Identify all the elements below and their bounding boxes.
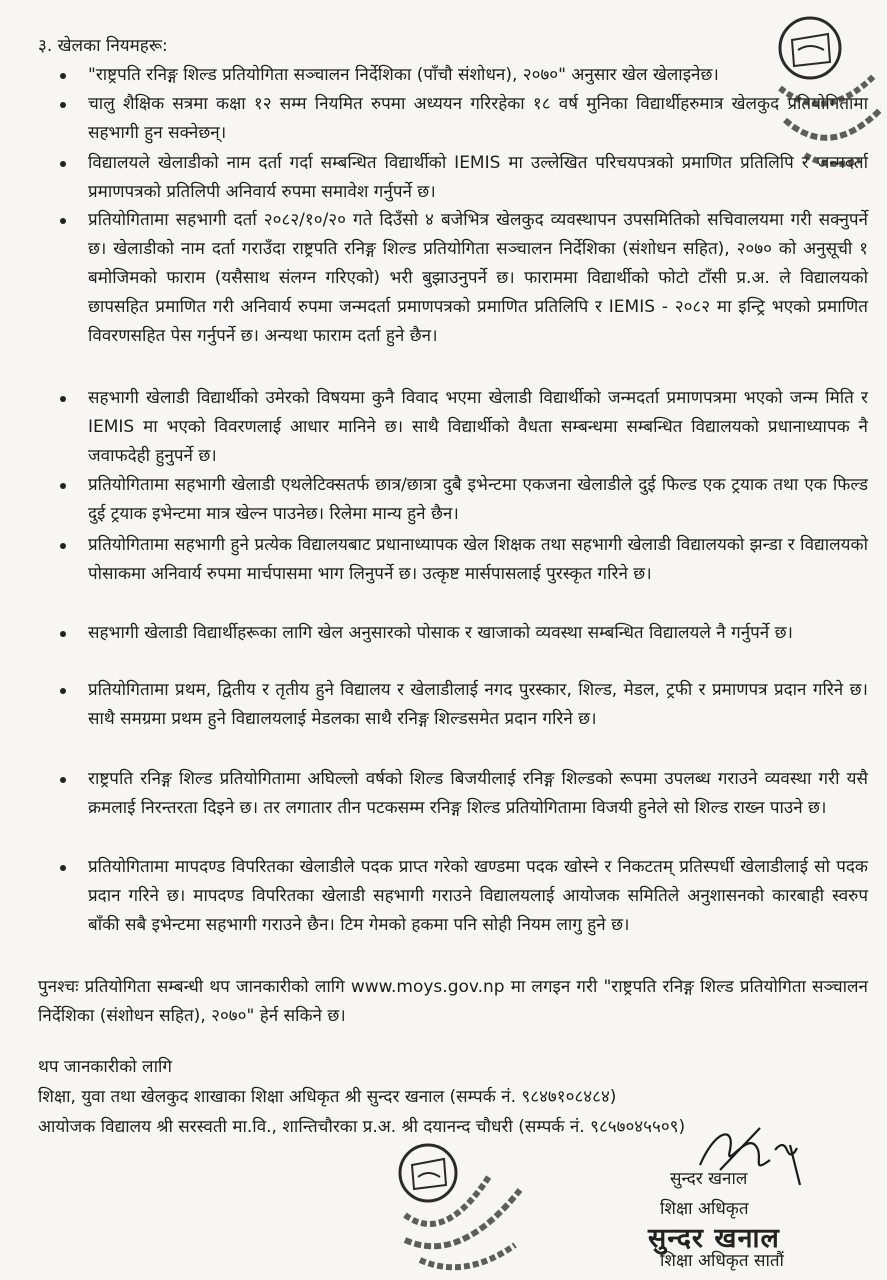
- contact-heading: थप जानकारीको लागि: [38, 1057, 172, 1077]
- rule-item: प्रतियोगितामा मापदण्ड विपरितका खेलाडीले पदक प्राप्त गरेको खण्डमा पदक खोस्ने र निकटतम् प्रतिस्पर्धी खेलाडीलाई सो पदक प्रदान गरिने छ। मापदण्ड विपरितका खेलाडी सहभागी गराउने विद्यालयलाई आयोजक समितिले अनुशासनको कारबाही स्वरुप बाँकी सबै इभेन्टमा सहभागी गराउने छैन। टिम गेमको हकमा पनि सोही नियम लागु हुने छ।: [60, 853, 868, 940]
- contact-line-1: शिक्षा, युवा तथा खेलकुद शाखाका शिक्षा अधिकृत श्री सुन्दर खनाल (सम्पर्क नं. ९८४७१०८४८४): [38, 1087, 617, 1107]
- contact-line-2: आयोजक विद्यालय श्री सरस्वती मा.वि., शान्तिचौरका प्र.अ. श्री दयानन्द चौधरी (सम्पर्क नं. ९८५७०४५५०९): [38, 1117, 686, 1137]
- bullet-icon: [60, 688, 66, 694]
- rule-item: प्रतियोगितामा प्रथम, द्वितीय र तृतीय हुने विद्यालय र खेलाडीलाई नगद पुरस्कार, शिल्ड, मेडल, ट्रफी र प्रमाणपत्र प्रदान गरिने छ। साथै समग्रमा प्रथम हुने विद्यालयलाई मेडलका साथै रनिङ्ग शिल्डसमेत प्रदान गरिने छ।: [60, 676, 868, 734]
- rule-item: सहभागी खेलाडी विद्यार्थीहरूका लागि खेल अनुसारको पोसाक र खाजाको व्यवस्था सम्बन्धित विद्यालयले नै गर्नुपर्ने छ।: [60, 619, 868, 648]
- rule-item: चालु शैक्षिक सत्रमा कक्षा १२ सम्म नियमित रुपमा अध्ययन गरिरहेका १८ वर्ष मुनिका विद्यार्थीहरुमात्र खेलकुद प्रतियोगितामा सहभागी हुन सक्नेछन्।: [60, 90, 868, 148]
- bullet-icon: [60, 865, 66, 871]
- bullet-icon: [60, 631, 66, 637]
- bullet-icon: [60, 218, 66, 224]
- signatory-name: सुन्दर खनाल: [670, 1169, 748, 1189]
- name-seal: सुन्दर खनाल: [648, 1223, 780, 1254]
- bullet-icon: [60, 396, 66, 402]
- rule-item: प्रतियोगितामा सहभागी खेलाडी एथलेटिक्सतर्फ छात्र/छात्रा दुबै इभेन्टमा एकजना खेलाडीले दुई फिल्ड एक ट्रयाक तथा एक फिल्ड दुई ट्रयाक इभेन्टमा मात्र खेल्न पाउनेछ। रिलेमा मान्य हुने छैन।: [60, 471, 868, 529]
- bullet-icon: [60, 102, 66, 108]
- rule-item: राष्ट्रपति रनिङ्ग शिल्ड प्रतियोगितामा अघिल्लो वर्षको शिल्ड बिजयीलाई रनिङ्ग शिल्डको रूपमा उपलब्ध गराउने व्यवस्था गरी यसै क्रमलाई निरन्तरता दिइने छ। तर लगातार तीन पटकसम्म रनिङ्ग शिल्ड प्रतियोगितामा विजयी हुनेले सो शिल्ड राख्न पाउने छ।: [60, 765, 868, 823]
- bullet-icon: [60, 543, 66, 549]
- rule-item: सहभागी खेलाडी विद्यार्थीको उमेरको विषयमा कुनै विवाद भएमा खेलाडी विद्यार्थीको जन्मदर्ता प्रमाणपत्रमा भएको जन्म मिति र IEMIS मा भएको विवरणलाई आधार मानिने छ। साथै विद्यार्थीको वैधता सम्बन्धमा सम्बन्धित विद्यालयको प्रधानाध्यापक नै जवाफदेही हुनुपर्ने छ।: [60, 384, 868, 471]
- bullet-icon: [60, 161, 66, 167]
- official-stamp-bottom: [390, 1135, 540, 1280]
- designation-seal: शिक्षा अधिकृत सातौं: [660, 1251, 784, 1271]
- signatory-designation: शिक्षा अधिकृत: [660, 1199, 749, 1219]
- bullet-icon: [60, 73, 66, 79]
- official-stamp-top: [750, 10, 885, 185]
- postscript: पुनश्चः प्रतियोगिता सम्बन्धी थप जानकारीको लागि www.moys.gov.np मा लगइन गरी "राष्ट्रपति रनिङ्ग शिल्ड प्रतियोगिता सञ्चालन निर्देशिका (संशोधन सहित), २०७०" हेर्न सकिने छ।: [38, 977, 868, 1026]
- rule-item: प्रतियोगितामा सहभागी दर्ता २०८२/१०/२० गते दिउँसो ४ बजेभित्र खेलकुद व्यवस्थापन उपसमितिको सचिवालयमा गरी सक्नुपर्ने छ। खेलाडीको नाम दर्ता गराउँदा राष्ट्रपति रनिङ्ग शिल्ड प्रतियोगिता सञ्चालन निर्देशिका (संशोधन सहित), २०७० को अनुसूची १ बमोजिमको फाराम (यसैसाथ संलग्न गरिएको) भरी बुझाउनुपर्ने छ। फाराममा विद्यार्थीको फोटो टाँसी प्र.अ. ले विद्यालयको छापसहित प्रमाणित गरी अनिवार्य रुपमा जन्मदर्ता प्रमाणपत्रको प्रमाणित प्रतिलिपि र IEMIS - २०८२ मा इन्ट्रि भएको प्रमाणित विवरणसहित पेस गर्नुपर्ने छ। अन्यथा फाराम दर्ता हुने छैन।: [60, 206, 868, 351]
- bullet-icon: [60, 483, 66, 489]
- rule-item: "राष्ट्रपति रनिङ्ग शिल्ड प्रतियोगिता सञ्चालन निर्देशिका (पाँचौ संशोधन), २०७०" अनुसार खेल खेलाइनेछ।: [60, 61, 868, 90]
- rule-item: प्रतियोगितामा सहभागी हुने प्रत्येक विद्यालयबाट प्रधानाध्यापक खेल शिक्षक तथा सहभागी खेलाडी विद्यालयको झन्डा र विद्यालयको पोसाकमा अनिवार्य रुपमा मार्चपासमा भाग लिनुपर्ने छ। उत्कृष्ट मार्सपासलाई पुरस्कृत गरिने छ।: [60, 531, 868, 589]
- bullet-icon: [60, 777, 66, 783]
- rule-item: विद्यालयले खेलाडीको नाम दर्ता गर्दा सम्बन्धित विद्यार्थीको IEMIS मा उल्लेखित परिचयपत्रको प्रमाणित प्रतिलिपि र जन्मदर्ता प्रमाणपत्रको प्रतिलिपी अनिवार्य रुपमा समावेश गर्नुपर्ने छ।: [60, 149, 868, 207]
- section-heading: ३. खेलका नियमहरू:: [38, 36, 168, 56]
